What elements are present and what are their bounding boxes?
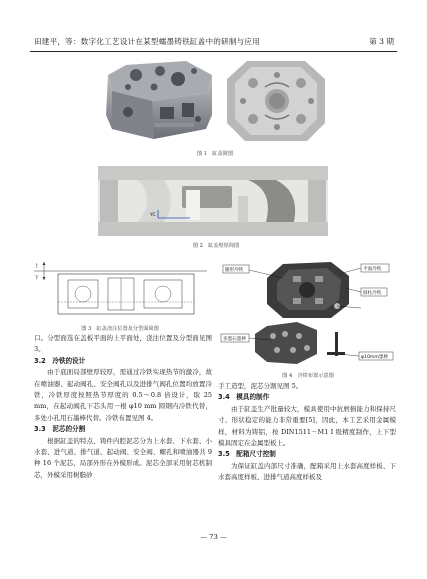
figure-4-label-graphite-rod: 多墨石墨棒 [223, 337, 246, 342]
figure-4-caption: 图 4 冷铁布置示意图 [282, 373, 334, 379]
header-rule [30, 51, 397, 52]
figure-2-caption: 图 2 缸盖壁厚简图 [192, 243, 240, 249]
figure-4-label-rod-size: φ10mm墨棒 [361, 355, 389, 360]
paragraph: 由于底面局部壁厚较厚，需通过冷铁实现热节的激冷，故在喷油器、起动阀孔、安全阀孔以及进排气阀孔位置均放置冷铁，冷铁厚度按照热节厚度的 0.5～0.8 倍设计，取 25 mm，在起动阀孔下芯头用一根 φ10 mm 圆钢内冷铁代替，多处小孔用石墨棒代替。冷铁布置见图 4。 [34, 368, 212, 422]
paragraph: 根据缸盖的特点，铸件内腔泥芯分为上水套、下水套、小水套、进气道、排气道、起动阀、安全阀、螺孔和喷油器共 9 种 16 个泥芯，局部外形在外模形成。泥芯全部采用射芯机制芯，外模采用树脂砂 [34, 436, 212, 479]
figure-4-chill-layout [219, 256, 395, 368]
section-heading: 3.2 冷铁的设计 [34, 356, 86, 365]
figure-4-label-follow-chill: 随形冷铁 [225, 268, 244, 273]
paragraph: 为保证缸盖内部尺寸准确，配箱采用上水套高度样板、下水套高度样板、进排气道高度样板及 [218, 461, 396, 482]
figure-1-casting-photo [225, 57, 328, 143]
figure-1-cylinder-head-model [98, 57, 221, 143]
paragraph: 由于缸盖生产批量较大，模具使用中抗磨损能力和保持尺寸、形状稳定的能力非常重要[5]，因此，本工艺采用金属模样，材料为铸铝，按 DIN1511－M1 I 级精度制作，上下型模具固定在金属型板上。 [218, 404, 396, 448]
figure-1-caption: 图 1 缸盖简图 [196, 151, 234, 157]
running-title: 田建平，等：数字化工艺设计在某型蠕墨铸铁缸盖中的研制与应用 [34, 37, 261, 46]
figure-3-pouring-position [32, 258, 209, 322]
running-header [34, 34, 394, 50]
figure-3-label-bottom: 下 [34, 276, 39, 281]
issue-number: 第 3 期 [369, 37, 394, 46]
figure-4-label-plane-chill: 平面冷铁 [363, 267, 382, 272]
body-right-column [218, 381, 396, 484]
figure-3-caption: 图 3 缸盖浇注位置及分型面简图 [81, 326, 159, 332]
paragraph: 手工造型，泥芯分割见图 5。 [218, 382, 303, 390]
figure-3-label-top: 上 [34, 264, 39, 269]
page-number: — 73 — [200, 533, 227, 541]
figure-4-label-round-chill: 圆柱冷铁 [363, 291, 382, 296]
section-heading: 3.4 模具的制作 [218, 393, 270, 402]
figure-2-wall-thickness [98, 166, 328, 236]
body-left-column [34, 333, 212, 481]
figure-2-label-yc: YC [150, 213, 156, 218]
paragraph: 口。分型面选在盖板平面的上平面处，浇注位置及分型面见图 3。 [34, 334, 212, 354]
section-heading: 3.5 配箱尺寸控制 [218, 450, 276, 459]
section-heading: 3.3 泥芯的分割 [34, 425, 86, 434]
